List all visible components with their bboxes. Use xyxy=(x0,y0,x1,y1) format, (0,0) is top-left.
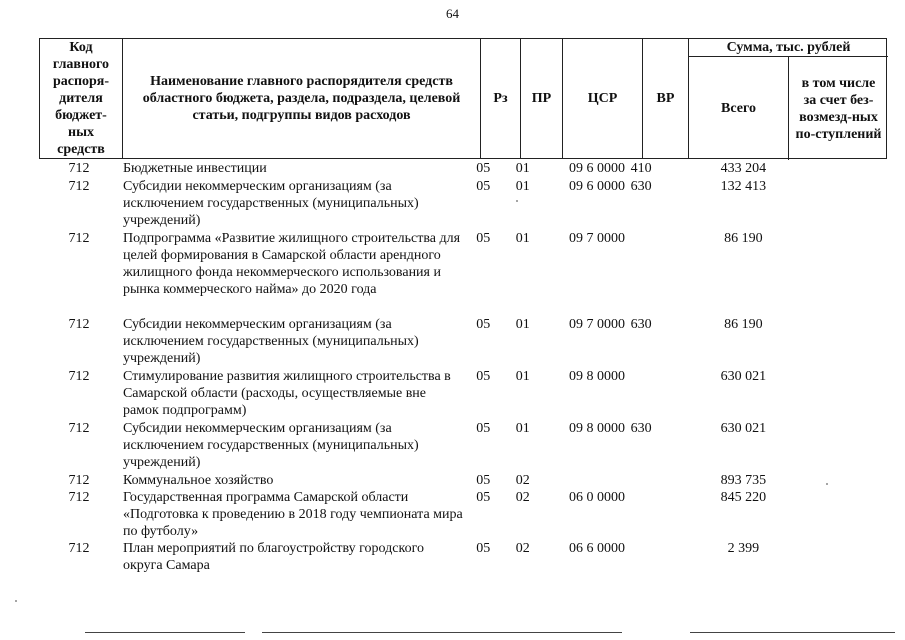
cell-name: Коммунальное хозяйство xyxy=(122,473,274,488)
cell-name: Государственная программа Самарской области «Подготовка к проведению в 2018 году чемпионата мира по футболу» xyxy=(122,490,463,539)
cell-code: 712 xyxy=(68,317,90,332)
cell-total: 845 220 xyxy=(720,490,767,505)
cell-rz: 05 xyxy=(476,473,491,488)
cell-rz: 05 xyxy=(476,317,491,332)
cell-rz: 05 xyxy=(476,231,491,246)
cell-vr: 410 xyxy=(630,161,652,176)
cell-pr: 02 xyxy=(515,490,530,505)
table-header xyxy=(39,38,887,159)
cell-total: 132 413 xyxy=(720,179,767,194)
cell-vr xyxy=(619,230,663,316)
cell-csr: 09 8 0000 xyxy=(568,369,625,384)
header-pr-text: ПР xyxy=(531,91,552,106)
header-rz xyxy=(481,39,521,158)
footer-rule-center xyxy=(262,632,622,633)
cell-total: 630 021 xyxy=(720,421,767,436)
cell-name: Подпрограмма «Развитие жилищного строительства для целей формирования в Самарской области арендного жилищного фонда некоммерческого использования и рынка коммерческого найма» до 2020 года xyxy=(122,231,461,297)
header-csr-text: ЦСР xyxy=(587,91,618,106)
scan-speck xyxy=(516,200,518,202)
cell-code: 712 xyxy=(68,161,90,176)
cell-code: 712 xyxy=(68,541,90,556)
cell-total: 433 204 xyxy=(720,161,767,176)
table-row xyxy=(39,540,887,574)
cell-csr: 09 6 0000 xyxy=(568,161,625,176)
cell-total: 893 735 xyxy=(720,473,767,488)
cell-csr: 09 7 0000 xyxy=(568,231,625,246)
scan-speck xyxy=(15,600,17,602)
cell-vr: 630 xyxy=(630,317,652,332)
cell-name: Бюджетные инвестиции xyxy=(122,161,267,176)
cell-free xyxy=(792,368,887,420)
cell-pr: 01 xyxy=(515,421,530,436)
cell-csr: 06 6 0000 xyxy=(568,541,625,556)
table-row xyxy=(39,472,887,489)
cell-csr: 09 6 0000 xyxy=(568,179,625,194)
scan-speck xyxy=(826,483,828,485)
cell-total: 2 399 xyxy=(727,541,760,556)
header-rz-text: Рз xyxy=(493,91,508,106)
cell-pr: 01 xyxy=(515,317,530,332)
cell-pr: 01 xyxy=(515,179,530,194)
table-row xyxy=(39,178,887,230)
cell-pr: 01 xyxy=(515,231,530,246)
table-row xyxy=(39,420,887,472)
cell-csr: 09 8 0000 xyxy=(568,421,625,436)
cell-vr xyxy=(619,368,663,420)
table-row xyxy=(39,160,887,178)
cell-vr: 630 xyxy=(630,421,652,436)
page-number: 64 xyxy=(446,6,459,21)
header-total xyxy=(689,57,789,160)
header-name xyxy=(123,39,481,158)
cell-code: 712 xyxy=(68,473,90,488)
cell-code: 712 xyxy=(68,490,90,505)
cell-rz: 05 xyxy=(476,179,491,194)
cell-name: План мероприятий по благоустройству городского округа Самара xyxy=(122,541,424,573)
cell-total: 630 021 xyxy=(720,369,767,384)
cell-pr: 01 xyxy=(515,161,530,176)
cell-csr: 09 7 0000 xyxy=(568,317,625,332)
cell-free xyxy=(792,316,887,368)
header-code-text: Код главного распоря-дителя бюджет-ных средств xyxy=(52,40,110,157)
cell-free xyxy=(792,420,887,472)
cell-name: Субсидии некоммерческим организациям (за исключением государственных (муниципальных) учреждений) xyxy=(122,317,419,366)
table-row xyxy=(39,316,887,368)
table-row xyxy=(39,230,887,316)
cell-vr xyxy=(619,489,663,540)
cell-free xyxy=(792,178,887,230)
cell-pr: 02 xyxy=(515,473,530,488)
header-total-text: Всего xyxy=(721,101,756,116)
cell-name: Субсидии некоммерческим организациям (за исключением государственных (муниципальных) учреждений) xyxy=(122,421,419,470)
header-vr xyxy=(643,39,689,158)
cell-free xyxy=(792,540,887,574)
header-pr xyxy=(521,39,563,158)
cell-code: 712 xyxy=(68,179,90,194)
cell-rz: 05 xyxy=(476,161,491,176)
cell-rz: 05 xyxy=(476,369,491,384)
header-csr xyxy=(563,39,643,158)
cell-code: 712 xyxy=(68,231,90,246)
cell-free xyxy=(792,489,887,540)
header-sum-group xyxy=(689,39,888,158)
cell-name: Субсидии некоммерческим организациям (за исключением государственных (муниципальных) учреждений) xyxy=(122,179,419,228)
header-free xyxy=(789,57,888,160)
header-code xyxy=(40,39,123,158)
table-body xyxy=(39,160,887,574)
cell-csr: 06 0 0000 xyxy=(568,490,625,505)
cell-code: 712 xyxy=(68,421,90,436)
cell-vr xyxy=(619,472,663,489)
cell-code: 712 xyxy=(68,369,90,384)
cell-free xyxy=(792,230,887,316)
cell-free xyxy=(792,160,887,178)
cell-name: Стимулирование развития жилищного строительства в Самарской области (расходы, осуществляемые вне рамок подпрограмм) xyxy=(122,369,451,418)
cell-pr: 01 xyxy=(515,369,530,384)
footer-rule-left xyxy=(85,632,245,633)
cell-vr: 630 xyxy=(630,179,652,194)
cell-rz: 05 xyxy=(476,541,491,556)
cell-rz: 05 xyxy=(476,421,491,436)
header-free-text: в том числе за счет без-возмезд-ных по-ступлений xyxy=(795,75,882,142)
cell-total: 86 190 xyxy=(724,317,763,332)
cell-rz: 05 xyxy=(476,490,491,505)
cell-free xyxy=(792,472,887,489)
cell-pr: 02 xyxy=(515,541,530,556)
header-sum: Сумма, тыс. рублей xyxy=(689,39,888,57)
cell-total: 86 190 xyxy=(724,231,763,246)
table-row xyxy=(39,489,887,540)
cell-vr xyxy=(619,540,663,574)
footer-rule-right xyxy=(690,632,895,633)
table-row xyxy=(39,368,887,420)
header-vr-text: ВР xyxy=(656,91,675,106)
header-name-text: Наименование главного распорядителя средств областного бюджета, раздела, подраздела, целевой статьи, подгруппы видов расходов xyxy=(142,74,461,123)
